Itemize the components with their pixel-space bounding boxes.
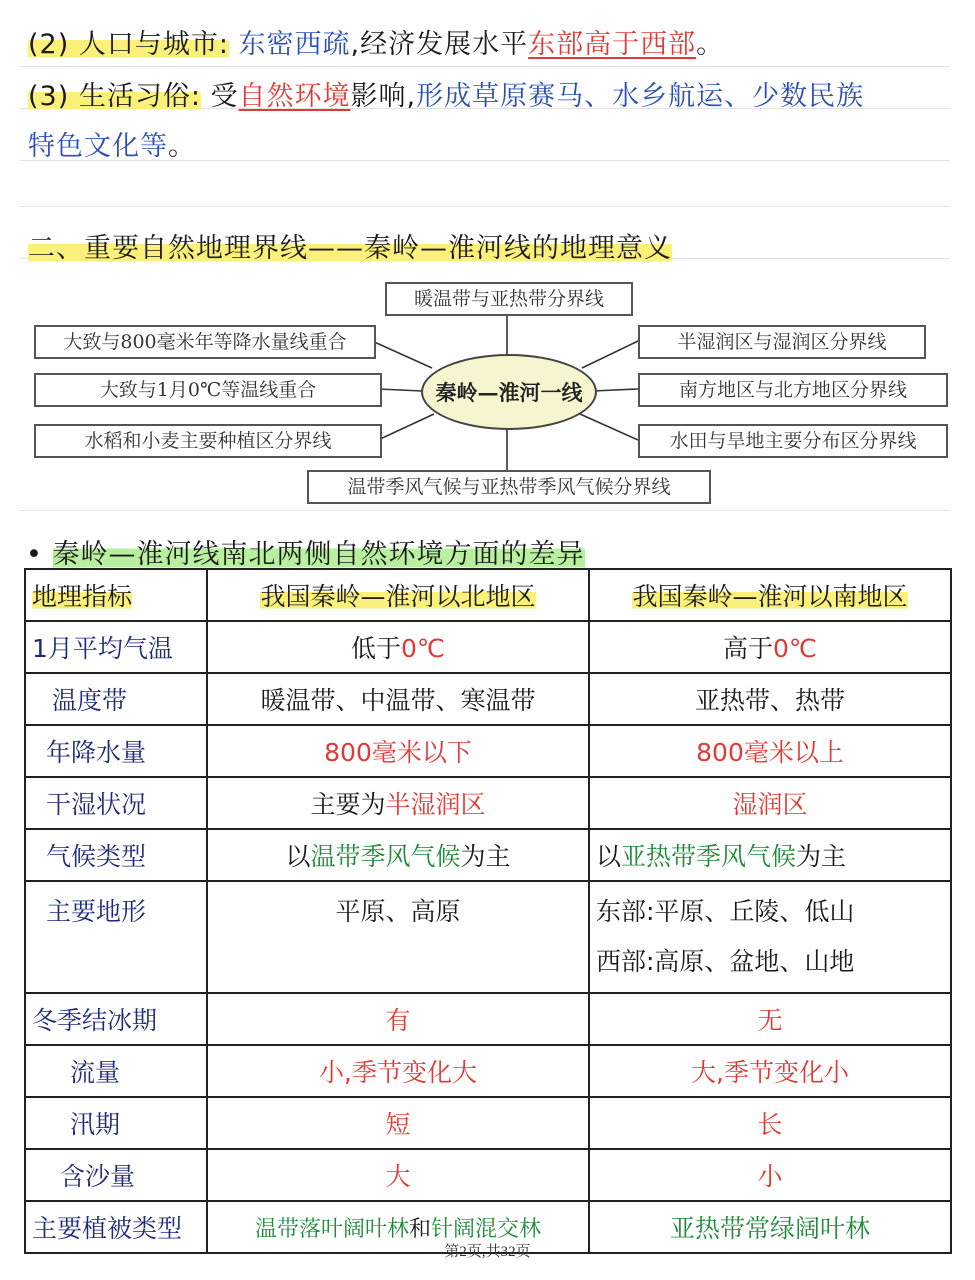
note-text: 受 — [210, 81, 239, 112]
cell-text: 长 — [589, 1097, 951, 1149]
note-end: 。 — [696, 29, 725, 60]
cell-text: 小 — [589, 1149, 951, 1201]
note-label: (2) 人口与城市: — [28, 29, 229, 60]
table-row — [25, 1097, 951, 1149]
cell-text: 西部:高原、盆地、山地 — [596, 947, 855, 976]
diagram-node-left-1: 大致与800毫米年等降水量线重合 — [34, 325, 376, 359]
note-emphasis: 东部高于西部 — [528, 29, 697, 60]
cell-text: 小,季节变化大 — [207, 1045, 589, 1097]
cell-text: 为主 — [460, 842, 511, 871]
diagram-node-top: 暖温带与亚热带分界线 — [385, 282, 633, 316]
table-row — [25, 673, 951, 725]
note-emphasis: 自然环境 — [238, 81, 351, 112]
table-header-row — [25, 569, 951, 621]
diagram-node-right-2: 南方地区与北方地区分界线 — [638, 373, 948, 407]
diagram-node-bottom: 温带季风气候与亚热带季风气候分界线 — [307, 470, 711, 504]
connector-line — [580, 414, 638, 440]
cell-text: 0℃ — [401, 634, 445, 663]
row-label: 流量 — [25, 1045, 207, 1097]
diagram-node-left-3: 水稻和小麦主要种植区分界线 — [34, 424, 382, 458]
cell-text: 大 — [207, 1149, 589, 1201]
connector-line — [378, 389, 422, 391]
diagram-node-right-1: 半湿润区与湿润区分界线 — [638, 325, 926, 359]
cell-text: 温带季风气候 — [310, 842, 461, 871]
comparison-table — [24, 568, 952, 1254]
row-label: 主要植被类型 — [25, 1201, 207, 1253]
connector-line — [593, 389, 638, 391]
cell-text: 以 — [596, 842, 622, 871]
note-end: 。 — [168, 131, 196, 162]
note-label: (3) 生活习俗: — [28, 81, 201, 112]
diagram-node-left-2: 大致与1月0℃等温线重合 — [34, 373, 382, 407]
row-label: 含沙量 — [25, 1149, 207, 1201]
cell-text: 半湿润区 — [385, 790, 486, 819]
bullet: • — [26, 539, 43, 570]
cell-text: 800毫米以下 — [207, 725, 589, 777]
row-label: 冬季结冰期 — [25, 993, 207, 1045]
section-title: 二、重要自然地理界线——秦岭—淮河线的地理意义 — [28, 233, 672, 264]
cell-text: 暖温带、中温带、寒温带 — [207, 673, 589, 725]
cell-text: 以 — [285, 842, 311, 871]
row-label: 温度带 — [25, 673, 207, 725]
cell-text: 针阔混交林 — [431, 1216, 542, 1242]
cell-text: 800毫米以上 — [589, 725, 951, 777]
header-cell: 我国秦岭—淮河以北地区 — [260, 582, 536, 611]
connector-line — [378, 414, 434, 440]
page-footer: 第2页,共32页 — [444, 1244, 531, 1260]
connector-line — [372, 341, 432, 368]
table-row — [25, 829, 951, 881]
cell-text: 亚热带常绿阔叶林 — [589, 1201, 951, 1253]
cell-text: 亚热带季风气候 — [621, 842, 797, 871]
cell-text: 无 — [589, 993, 951, 1045]
table-title-text: 秦岭—淮河线南北两侧自然环境方面的差异 — [52, 539, 585, 570]
cell-text: 主要为 — [310, 790, 386, 819]
header-cell: 地理指标 — [32, 582, 133, 611]
table-row — [25, 725, 951, 777]
header-cell: 我国秦岭—淮河以南地区 — [632, 582, 908, 611]
note-text: 形成草原赛马、水乡航运、少数民族 — [416, 81, 865, 112]
table-row — [25, 881, 951, 993]
cell-text: 短 — [207, 1097, 589, 1149]
cell-text: 有 — [207, 993, 589, 1045]
table-row — [25, 621, 951, 673]
row-label: 1月平均气温 — [25, 621, 207, 673]
note-text: ,经济发展水平 — [350, 29, 529, 60]
cell-text: 低于 — [351, 634, 402, 663]
cell-text: 东部:平原、丘陵、低山 — [596, 897, 855, 926]
row-label: 气候类型 — [25, 829, 207, 881]
diagram-center-node: 秦岭—淮河一线 — [421, 354, 597, 430]
cell-text: 亚热带、热带 — [589, 673, 951, 725]
cell-text: 平原、高原 — [207, 881, 589, 993]
note-text: 影响, — [350, 81, 417, 112]
note-text: 特色文化等 — [28, 131, 168, 162]
connector-line — [582, 341, 638, 368]
diagram-node-right-3: 水田与旱地主要分布区分界线 — [638, 424, 948, 458]
table-row — [25, 1149, 951, 1201]
note-text: 东密西疏 — [238, 29, 351, 60]
row-label: 主要地形 — [25, 881, 207, 993]
cell-text: 温带落叶阔叶林 — [254, 1216, 409, 1242]
row-label: 干湿状况 — [25, 777, 207, 829]
table-row — [25, 777, 951, 829]
row-label: 汛期 — [25, 1097, 207, 1149]
cell-text: 高于 — [723, 634, 774, 663]
cell-text: 为主 — [796, 842, 847, 871]
cell-text: 0℃ — [773, 634, 817, 663]
row-label: 年降水量 — [25, 725, 207, 777]
cell-text: 大,季节变化小 — [589, 1045, 951, 1097]
cell-text: 和 — [408, 1216, 431, 1242]
table-row — [25, 1045, 951, 1097]
cell-text: 湿润区 — [589, 777, 951, 829]
table-row — [25, 993, 951, 1045]
table-title — [26, 532, 585, 571]
